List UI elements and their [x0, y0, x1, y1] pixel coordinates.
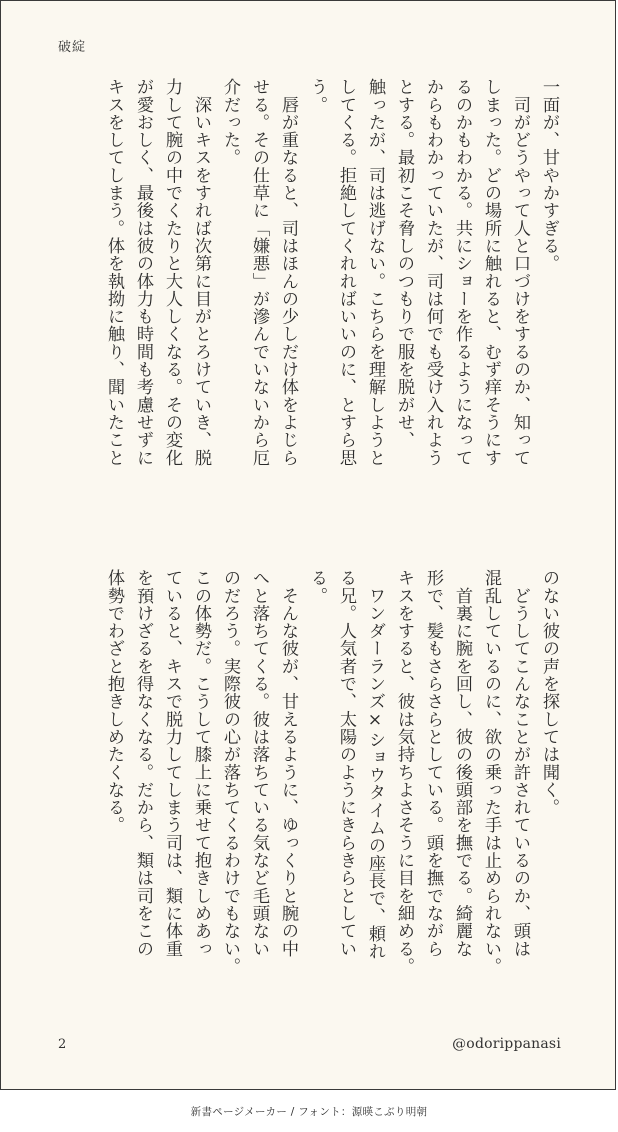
footer-credit: 新書ページメーカー / フォント：源暎こぶり明朝 — [190, 1106, 428, 1118]
body-text-upper: 一面が、甘やかすぎる。 司がどうやって人と口づけをするのか、知って しまった。どの場所に触れると、むず痒そうにす るのかもわかる。共にショーを作るようになって からもわかっていたが、司は何でも受け入れよう とする。最初こそ脅しのつもりで服を脱がせ、 触ったが、司は逃げない。こちらを理解しようと してくる。拒絶してくれればいいのに、とすら思 う。 唇が重なると、司はほんの少しだけ体をよじら せる。その仕草に「嫌悪」が滲んでいないから厄 介だった。 深いキスをすれば次第に目がとろけていき、脱 力して腕の中でくたりと大人しくなる。その変化 が愛おしく、最後は彼の体力も時間も考慮せずに キスをしてしまう。体を執拗に触り、聞いたこと — [104, 78, 559, 467]
author-handle: @odorippanasi — [452, 1036, 561, 1052]
page-title: 破綻 — [58, 40, 87, 55]
page-number: 2 — [58, 1037, 67, 1052]
body-text-lower: のない彼の声を探しては聞く。 どうしてこんなことが許されているのか、頭は 混乱しているのに、欲の乗った手は止められない。 首裏に腕を回し、彼の後頭部を撫でる。綺麗な 形で、髪もさらさらとしている。頭を撫でながら キスをすると、彼は気持ちよさそうに目を細める。 ワンダーランズ×ショウタイムの座長で、頼れ る兄。人気者で、太陽のようにきらきらとしてい る。 そんな彼が、甘えるように、ゆっくりと腕の中 へと落ちてくる。彼は落ちている気など毛頭ない のだろう。実際彼の心が落ちてくるわけでもない。 この体勢だ。こうして膝上に乗せて抱きしめあっ ていると、キスで脱力してしまう司は、類に体重 を預けざるを得なくなる。だから、類は司をこの 体勢でわざと抱きしめたくなる。 — [104, 569, 559, 975]
